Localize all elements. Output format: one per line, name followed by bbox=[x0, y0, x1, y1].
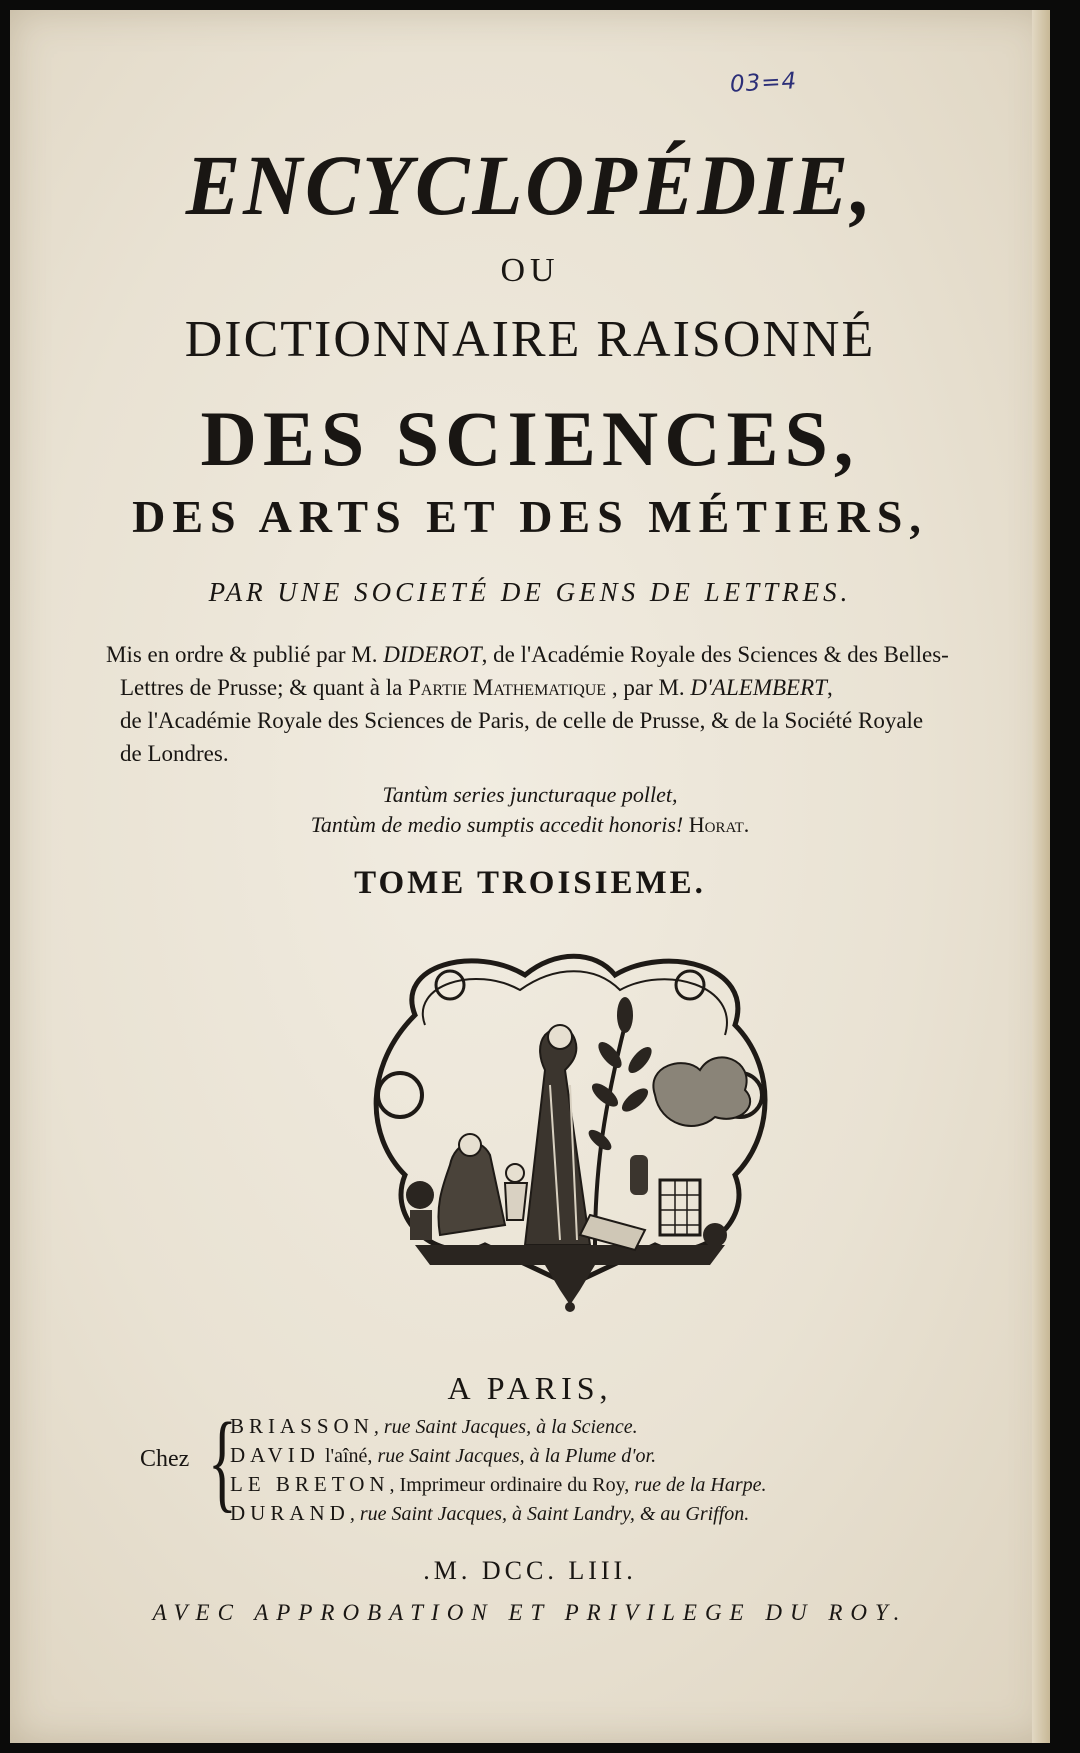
editor-dalembert: D'ALEMBERT bbox=[690, 675, 827, 700]
editor-diderot: DIDEROT bbox=[383, 642, 482, 667]
epigraph-author: Horat. bbox=[688, 812, 750, 837]
partie-mathematique: Partie Mathematique bbox=[408, 675, 607, 700]
para-line: de Londres. bbox=[120, 741, 229, 766]
publisher-address: , rue Saint Jacques, à Saint Landry, & au Griffon. bbox=[349, 1503, 750, 1525]
publisher-note: , Imprimeur ordinaire du Roy, bbox=[389, 1474, 635, 1496]
main-title: ENCYCLOPÉDIE, bbox=[185, 137, 875, 233]
publication-year: .M. DCC. LIII. bbox=[423, 1556, 637, 1585]
subtitle-societe: PAR UNE SOCIETÉ DE GENS DE LETTRES. bbox=[208, 577, 852, 607]
para-text: Mis en ordre & publié par M. bbox=[106, 642, 384, 667]
publisher-address: rue de la Harpe. bbox=[634, 1474, 767, 1496]
publisher-line bbox=[230, 1499, 767, 1528]
para-text: Lettres de Prusse; & quant à la bbox=[120, 675, 409, 700]
publisher-address: , rue Saint Jacques, à la Science. bbox=[373, 1416, 638, 1438]
publisher-name: LE BRETON bbox=[230, 1472, 390, 1496]
publisher-line bbox=[230, 1441, 767, 1470]
shelfmark: 03=4 bbox=[729, 68, 798, 98]
publisher-line bbox=[230, 1470, 767, 1499]
subtitle-des-sciences: DES SCIENCES, bbox=[200, 395, 860, 482]
title-page bbox=[10, 10, 1050, 1743]
imprint-city: A PARIS, bbox=[447, 1370, 613, 1406]
para-text: , bbox=[826, 675, 833, 700]
epigraph-line: Tantùm de medio sumptis accedit honoris! bbox=[310, 812, 689, 837]
para-text: , par M. bbox=[606, 675, 691, 700]
publisher-name: DURAND bbox=[230, 1501, 350, 1525]
title-ou: OU bbox=[500, 252, 560, 289]
subtitle-dictionnaire: DICTIONNAIRE RAISONNÉ bbox=[184, 311, 876, 368]
para-text: , de l'Académie Royale des Sciences & des Belles- bbox=[481, 642, 949, 667]
editors-paragraph bbox=[106, 638, 1026, 770]
publisher-line bbox=[230, 1412, 767, 1441]
chez-label: Chez bbox=[140, 1446, 190, 1472]
approbation-line: AVEC APPROBATION ET PRIVILEGE DU ROY. bbox=[152, 1600, 908, 1625]
engraved-vignette bbox=[355, 945, 785, 1320]
brace-glyph: { bbox=[207, 1400, 237, 1522]
publisher-note: l'aîné, bbox=[319, 1445, 378, 1467]
publishers-list bbox=[230, 1412, 767, 1528]
publisher-name: DAVID bbox=[230, 1443, 320, 1467]
publisher-address: rue Saint Jacques, à la Plume d'or. bbox=[377, 1445, 657, 1467]
publisher-name: BRIASSON bbox=[230, 1414, 374, 1438]
subtitle-des-arts: DES ARTS ET DES MÉTIERS, bbox=[132, 491, 928, 542]
epigraph bbox=[10, 780, 1050, 840]
volume-label: TOME TROISIEME. bbox=[354, 865, 706, 901]
epigraph-line: Tantùm series juncturaque pollet, bbox=[382, 782, 678, 807]
para-line: de l'Académie Royale des Sciences de Paris, de celle de Prusse, & de la Société Royale bbox=[120, 708, 924, 733]
